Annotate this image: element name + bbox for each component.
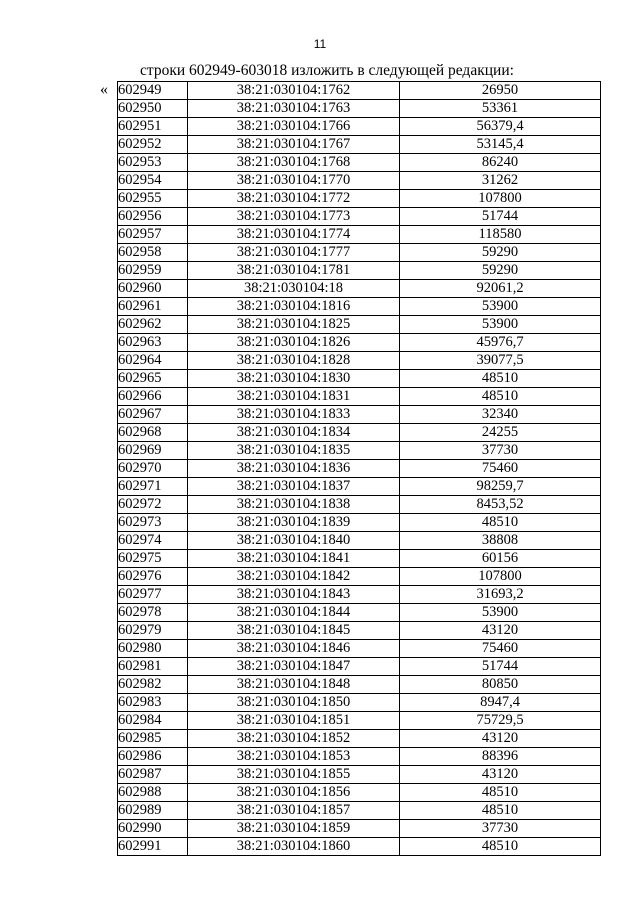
table-row: [118, 334, 601, 352]
table-row: [118, 154, 601, 172]
table-row: [118, 586, 601, 604]
row-number-cell: 602965: [118, 370, 188, 388]
cadastral-number-cell: 38:21:030104:1768: [188, 154, 400, 172]
cadastral-number-cell: 38:21:030104:1853: [188, 748, 400, 766]
cadastral-number-cell: 38:21:030104:1839: [188, 514, 400, 532]
cadastral-number-cell: 38:21:030104:1781: [188, 262, 400, 280]
row-number-cell: 602969: [118, 442, 188, 460]
row-number-cell: 602963: [118, 334, 188, 352]
table-row: [118, 226, 601, 244]
table-row: [118, 316, 601, 334]
table-row: [118, 514, 601, 532]
cadastral-number-cell: 38:21:030104:1825: [188, 316, 400, 334]
table-row: [118, 820, 601, 838]
table-row: [118, 748, 601, 766]
row-number-cell: 602950: [118, 100, 188, 118]
cadastral-number-cell: 38:21:030104:1845: [188, 622, 400, 640]
value-cell: 32340: [400, 406, 601, 424]
row-number-cell: 602967: [118, 406, 188, 424]
row-number-cell: 602956: [118, 208, 188, 226]
cadastral-number-cell: 38:21:030104:1859: [188, 820, 400, 838]
row-number-cell: 602966: [118, 388, 188, 406]
page-number: 11: [313, 37, 327, 51]
table-row: [118, 280, 601, 298]
table-row: [118, 694, 601, 712]
cadastral-number-cell: 38:21:030104:1837: [188, 478, 400, 496]
value-cell: 98259,7: [400, 478, 601, 496]
cadastral-number-cell: 38:21:030104:1772: [188, 190, 400, 208]
table-row: [118, 676, 601, 694]
cadastral-number-cell: 38:21:030104:1828: [188, 352, 400, 370]
table-row: [118, 730, 601, 748]
row-number-cell: 602975: [118, 550, 188, 568]
table-body: [118, 82, 601, 856]
cadastral-number-cell: 38:21:030104:1767: [188, 136, 400, 154]
row-number-cell: 602958: [118, 244, 188, 262]
row-number-cell: 602984: [118, 712, 188, 730]
value-cell: 37730: [400, 820, 601, 838]
cadastral-number-cell: 38:21:030104:1855: [188, 766, 400, 784]
row-number-cell: 602971: [118, 478, 188, 496]
value-cell: 48510: [400, 388, 601, 406]
table-row: [118, 640, 601, 658]
row-number-cell: 602954: [118, 172, 188, 190]
table-row: [118, 658, 601, 676]
cadastral-number-cell: 38:21:030104:1770: [188, 172, 400, 190]
table-row: [118, 550, 601, 568]
value-cell: 43120: [400, 730, 601, 748]
value-cell: 53900: [400, 298, 601, 316]
table-row: [118, 442, 601, 460]
cadastral-number-cell: 38:21:030104:1777: [188, 244, 400, 262]
value-cell: 59290: [400, 244, 601, 262]
row-number-cell: 602972: [118, 496, 188, 514]
table-row: [118, 388, 601, 406]
table-row: [118, 712, 601, 730]
row-number-cell: 602951: [118, 118, 188, 136]
open-quote: «: [100, 81, 108, 98]
row-number-cell: 602991: [118, 838, 188, 856]
cadastral-number-cell: 38:21:030104:1766: [188, 118, 400, 136]
cadastral-number-cell: 38:21:030104:1816: [188, 298, 400, 316]
value-cell: 80850: [400, 676, 601, 694]
table-row: [118, 424, 601, 442]
row-number-cell: 602957: [118, 226, 188, 244]
table-row: [118, 82, 601, 100]
table-row: [118, 622, 601, 640]
value-cell: 60156: [400, 550, 601, 568]
cadastral-number-cell: 38:21:030104:1852: [188, 730, 400, 748]
row-number-cell: 602968: [118, 424, 188, 442]
row-number-cell: 602980: [118, 640, 188, 658]
row-number-cell: 602960: [118, 280, 188, 298]
value-cell: 38808: [400, 532, 601, 550]
cadastral-number-cell: 38:21:030104:1773: [188, 208, 400, 226]
table-row: [118, 298, 601, 316]
cadastral-number-cell: 38:21:030104:1847: [188, 658, 400, 676]
row-number-cell: 602988: [118, 784, 188, 802]
cadastral-number-cell: 38:21:030104:1835: [188, 442, 400, 460]
value-cell: 107800: [400, 568, 601, 586]
row-number-cell: 602962: [118, 316, 188, 334]
value-cell: 86240: [400, 154, 601, 172]
cadastral-number-cell: 38:21:030104:1846: [188, 640, 400, 658]
cadastral-number-cell: 38:21:030104:1838: [188, 496, 400, 514]
table-row: [118, 784, 601, 802]
value-cell: 8947,4: [400, 694, 601, 712]
row-number-cell: 602959: [118, 262, 188, 280]
value-cell: 39077,5: [400, 352, 601, 370]
table-row: [118, 352, 601, 370]
row-number-cell: 602953: [118, 154, 188, 172]
cadastral-number-cell: 38:21:030104:1830: [188, 370, 400, 388]
table-row: [118, 118, 601, 136]
intro-text: строки 602949-603018 изложить в следующей редакции:: [140, 62, 514, 79]
cadastral-number-cell: 38:21:030104:1836: [188, 460, 400, 478]
value-cell: 107800: [400, 190, 601, 208]
table-row: [118, 604, 601, 622]
value-cell: 43120: [400, 622, 601, 640]
table-row: [118, 370, 601, 388]
value-cell: 43120: [400, 766, 601, 784]
value-cell: 53900: [400, 604, 601, 622]
cadastral-number-cell: 38:21:030104:1857: [188, 802, 400, 820]
cadastral-number-cell: 38:21:030104:1844: [188, 604, 400, 622]
cadastral-number-cell: 38:21:030104:1840: [188, 532, 400, 550]
value-cell: 48510: [400, 514, 601, 532]
cadastral-number-cell: 38:21:030104:1826: [188, 334, 400, 352]
cadastral-number-cell: 38:21:030104:1856: [188, 784, 400, 802]
table-row: [118, 208, 601, 226]
row-number-cell: 602982: [118, 676, 188, 694]
value-cell: 24255: [400, 424, 601, 442]
row-number-cell: 602973: [118, 514, 188, 532]
value-cell: 48510: [400, 838, 601, 856]
cadastral-number-cell: 38:21:030104:1848: [188, 676, 400, 694]
row-number-cell: 602981: [118, 658, 188, 676]
table-row: [118, 478, 601, 496]
table-row: [118, 766, 601, 784]
table-row: [118, 172, 601, 190]
row-number-cell: 602955: [118, 190, 188, 208]
value-cell: 53361: [400, 100, 601, 118]
cadastral-number-cell: 38:21:030104:1831: [188, 388, 400, 406]
cadastral-number-cell: 38:21:030104:1833: [188, 406, 400, 424]
value-cell: 88396: [400, 748, 601, 766]
row-number-cell: 602989: [118, 802, 188, 820]
value-cell: 26950: [400, 82, 601, 100]
value-cell: 37730: [400, 442, 601, 460]
cadastral-number-cell: 38:21:030104:1774: [188, 226, 400, 244]
cadastral-number-cell: 38:21:030104:1843: [188, 586, 400, 604]
value-cell: 53900: [400, 316, 601, 334]
cadastral-number-cell: 38:21:030104:1762: [188, 82, 400, 100]
value-cell: 75460: [400, 460, 601, 478]
value-cell: 56379,4: [400, 118, 601, 136]
row-number-cell: 602978: [118, 604, 188, 622]
table-row: [118, 496, 601, 514]
row-number-cell: 602949: [118, 82, 188, 100]
value-cell: 31693,2: [400, 586, 601, 604]
row-number-cell: 602977: [118, 586, 188, 604]
cadastral-number-cell: 38:21:030104:1851: [188, 712, 400, 730]
value-cell: 48510: [400, 802, 601, 820]
value-cell: 75729,5: [400, 712, 601, 730]
table-row: [118, 244, 601, 262]
value-cell: 92061,2: [400, 280, 601, 298]
cadastral-number-cell: 38:21:030104:1763: [188, 100, 400, 118]
row-number-cell: 602979: [118, 622, 188, 640]
table-row: [118, 136, 601, 154]
cadastral-number-cell: 38:21:030104:1842: [188, 568, 400, 586]
row-number-cell: 602964: [118, 352, 188, 370]
value-cell: 59290: [400, 262, 601, 280]
value-cell: 75460: [400, 640, 601, 658]
table-row: [118, 802, 601, 820]
cadastral-number-cell: 38:21:030104:1850: [188, 694, 400, 712]
table-row: [118, 190, 601, 208]
row-number-cell: 602986: [118, 748, 188, 766]
row-number-cell: 602976: [118, 568, 188, 586]
cadastral-number-cell: 38:21:030104:18: [188, 280, 400, 298]
table-row: [118, 532, 601, 550]
data-table: [117, 81, 601, 856]
value-cell: 48510: [400, 370, 601, 388]
table-row: [118, 100, 601, 118]
value-cell: 31262: [400, 172, 601, 190]
row-number-cell: 602970: [118, 460, 188, 478]
table-row: [118, 460, 601, 478]
value-cell: 48510: [400, 784, 601, 802]
row-number-cell: 602974: [118, 532, 188, 550]
row-number-cell: 602985: [118, 730, 188, 748]
table-row: [118, 838, 601, 856]
cadastral-number-cell: 38:21:030104:1841: [188, 550, 400, 568]
value-cell: 8453,52: [400, 496, 601, 514]
cadastral-number-cell: 38:21:030104:1860: [188, 838, 400, 856]
table-row: [118, 406, 601, 424]
table-row: [118, 568, 601, 586]
value-cell: 51744: [400, 208, 601, 226]
cadastral-number-cell: 38:21:030104:1834: [188, 424, 400, 442]
value-cell: 45976,7: [400, 334, 601, 352]
value-cell: 118580: [400, 226, 601, 244]
row-number-cell: 602990: [118, 820, 188, 838]
table-row: [118, 262, 601, 280]
value-cell: 51744: [400, 658, 601, 676]
row-number-cell: 602961: [118, 298, 188, 316]
row-number-cell: 602952: [118, 136, 188, 154]
row-number-cell: 602983: [118, 694, 188, 712]
value-cell: 53145,4: [400, 136, 601, 154]
row-number-cell: 602987: [118, 766, 188, 784]
